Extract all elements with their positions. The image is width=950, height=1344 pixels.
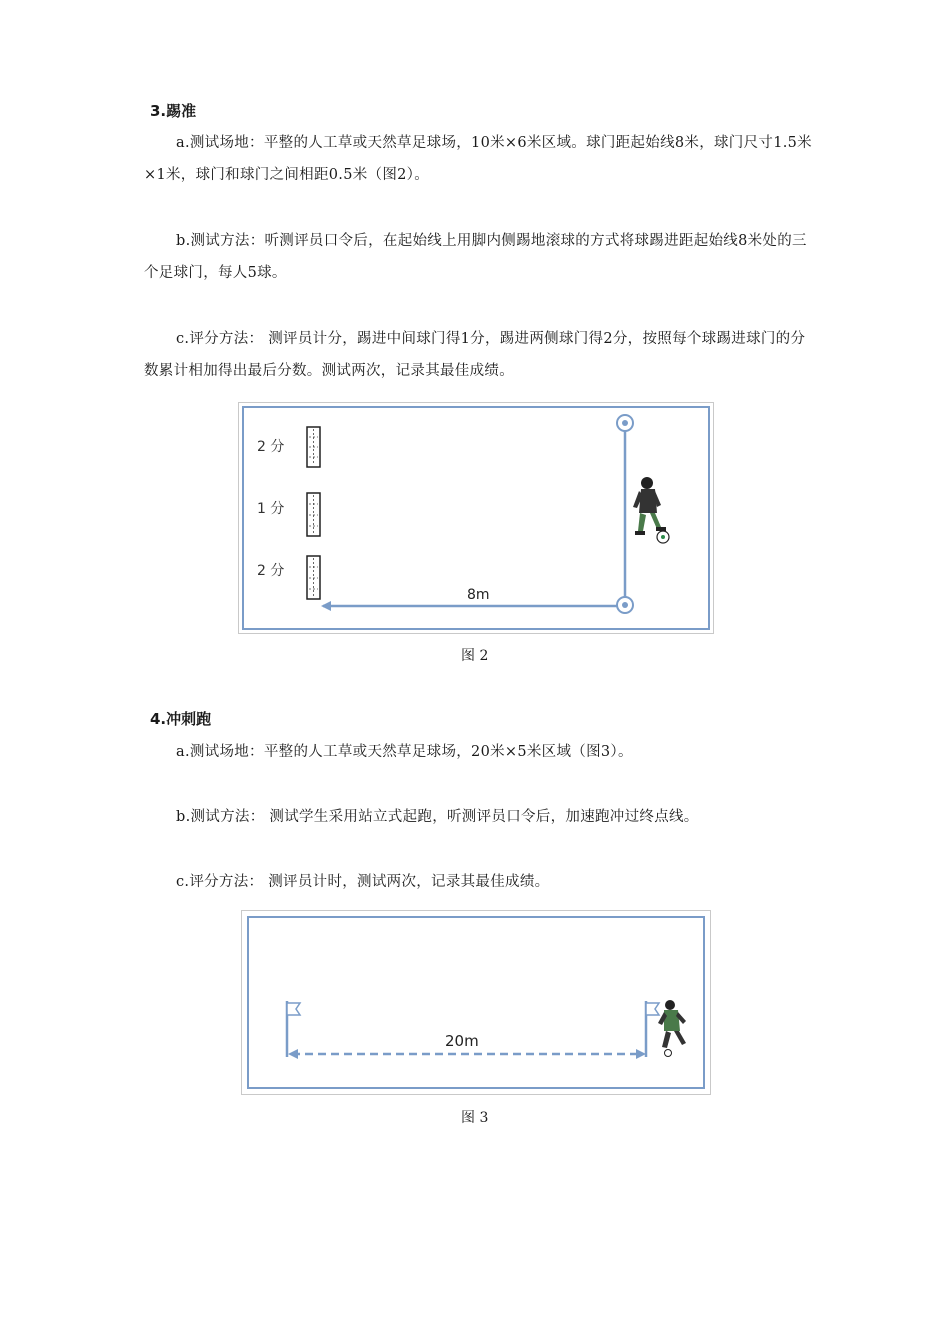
section-4-para-b: b.测试方法： 测试学生采用站立式起跑，听测评员口令后，加速跑冲过终点线。: [176, 809, 699, 825]
section-3-para-a: a.测试场地：平整的人工草或天然草足球场，10米×6米区域。球门距起始线8米，球门尺寸1.5米×1米，球门和球门之间相距0.5米（图2）。: [144, 135, 812, 183]
distance-arrow-head: [321, 601, 331, 611]
distance-arrow-left-head: [288, 1049, 298, 1059]
start-flag-icon: [287, 1001, 300, 1057]
section-4-heading: 4.冲刺跑: [150, 710, 212, 728]
finish-flag-icon: [646, 1001, 659, 1057]
section-4-para-c: c.评分方法： 测评员计时，测试两次，记录其最佳成绩。: [176, 874, 550, 890]
section-3-para-c: c.评分方法： 测评员计分，踢进中间球门得1分，踢进两侧球门得2分，按照每个球踢进球门的分数累计相加得出最后分数。测试两次，记录其最佳成绩。: [144, 331, 806, 379]
soccer-player-icon: [658, 1000, 686, 1057]
figure-3-diagram: [242, 911, 710, 1094]
goal-middle: [307, 493, 320, 536]
section-3-heading: 3.踢准: [150, 102, 197, 120]
marker-cone-bottom-icon: [617, 597, 633, 613]
distance-arrow-right-head: [636, 1049, 646, 1059]
distance-label: 20m: [445, 1032, 479, 1050]
field-border: [248, 917, 704, 1088]
goal-label-middle: 1 分: [257, 501, 285, 517]
goal-label-bottom: 2 分: [257, 563, 285, 579]
goal-label-top: 2 分: [257, 439, 285, 455]
goal-top: [307, 427, 320, 467]
marker-cone-top-icon: [617, 415, 633, 431]
soccer-player-icon: [633, 477, 669, 543]
figure-2: [238, 402, 714, 634]
figure-2-diagram: [239, 403, 713, 633]
figure-3: [241, 910, 711, 1095]
section-3-para-b: b.测试方法：听测评员口令后，在起始线上用脚内侧踢地滚球的方式将球踢进距起始线8米处的三个足球门，每人5球。: [144, 233, 807, 281]
section-4-para-a: a.测试场地：平整的人工草或天然草足球场，20米×5米区域（图3）。: [176, 744, 633, 760]
goal-bottom: [307, 556, 320, 599]
figure-3-caption: 图 3: [461, 1110, 489, 1126]
figure-2-caption: 图 2: [461, 648, 489, 664]
distance-label: 8m: [467, 587, 490, 603]
